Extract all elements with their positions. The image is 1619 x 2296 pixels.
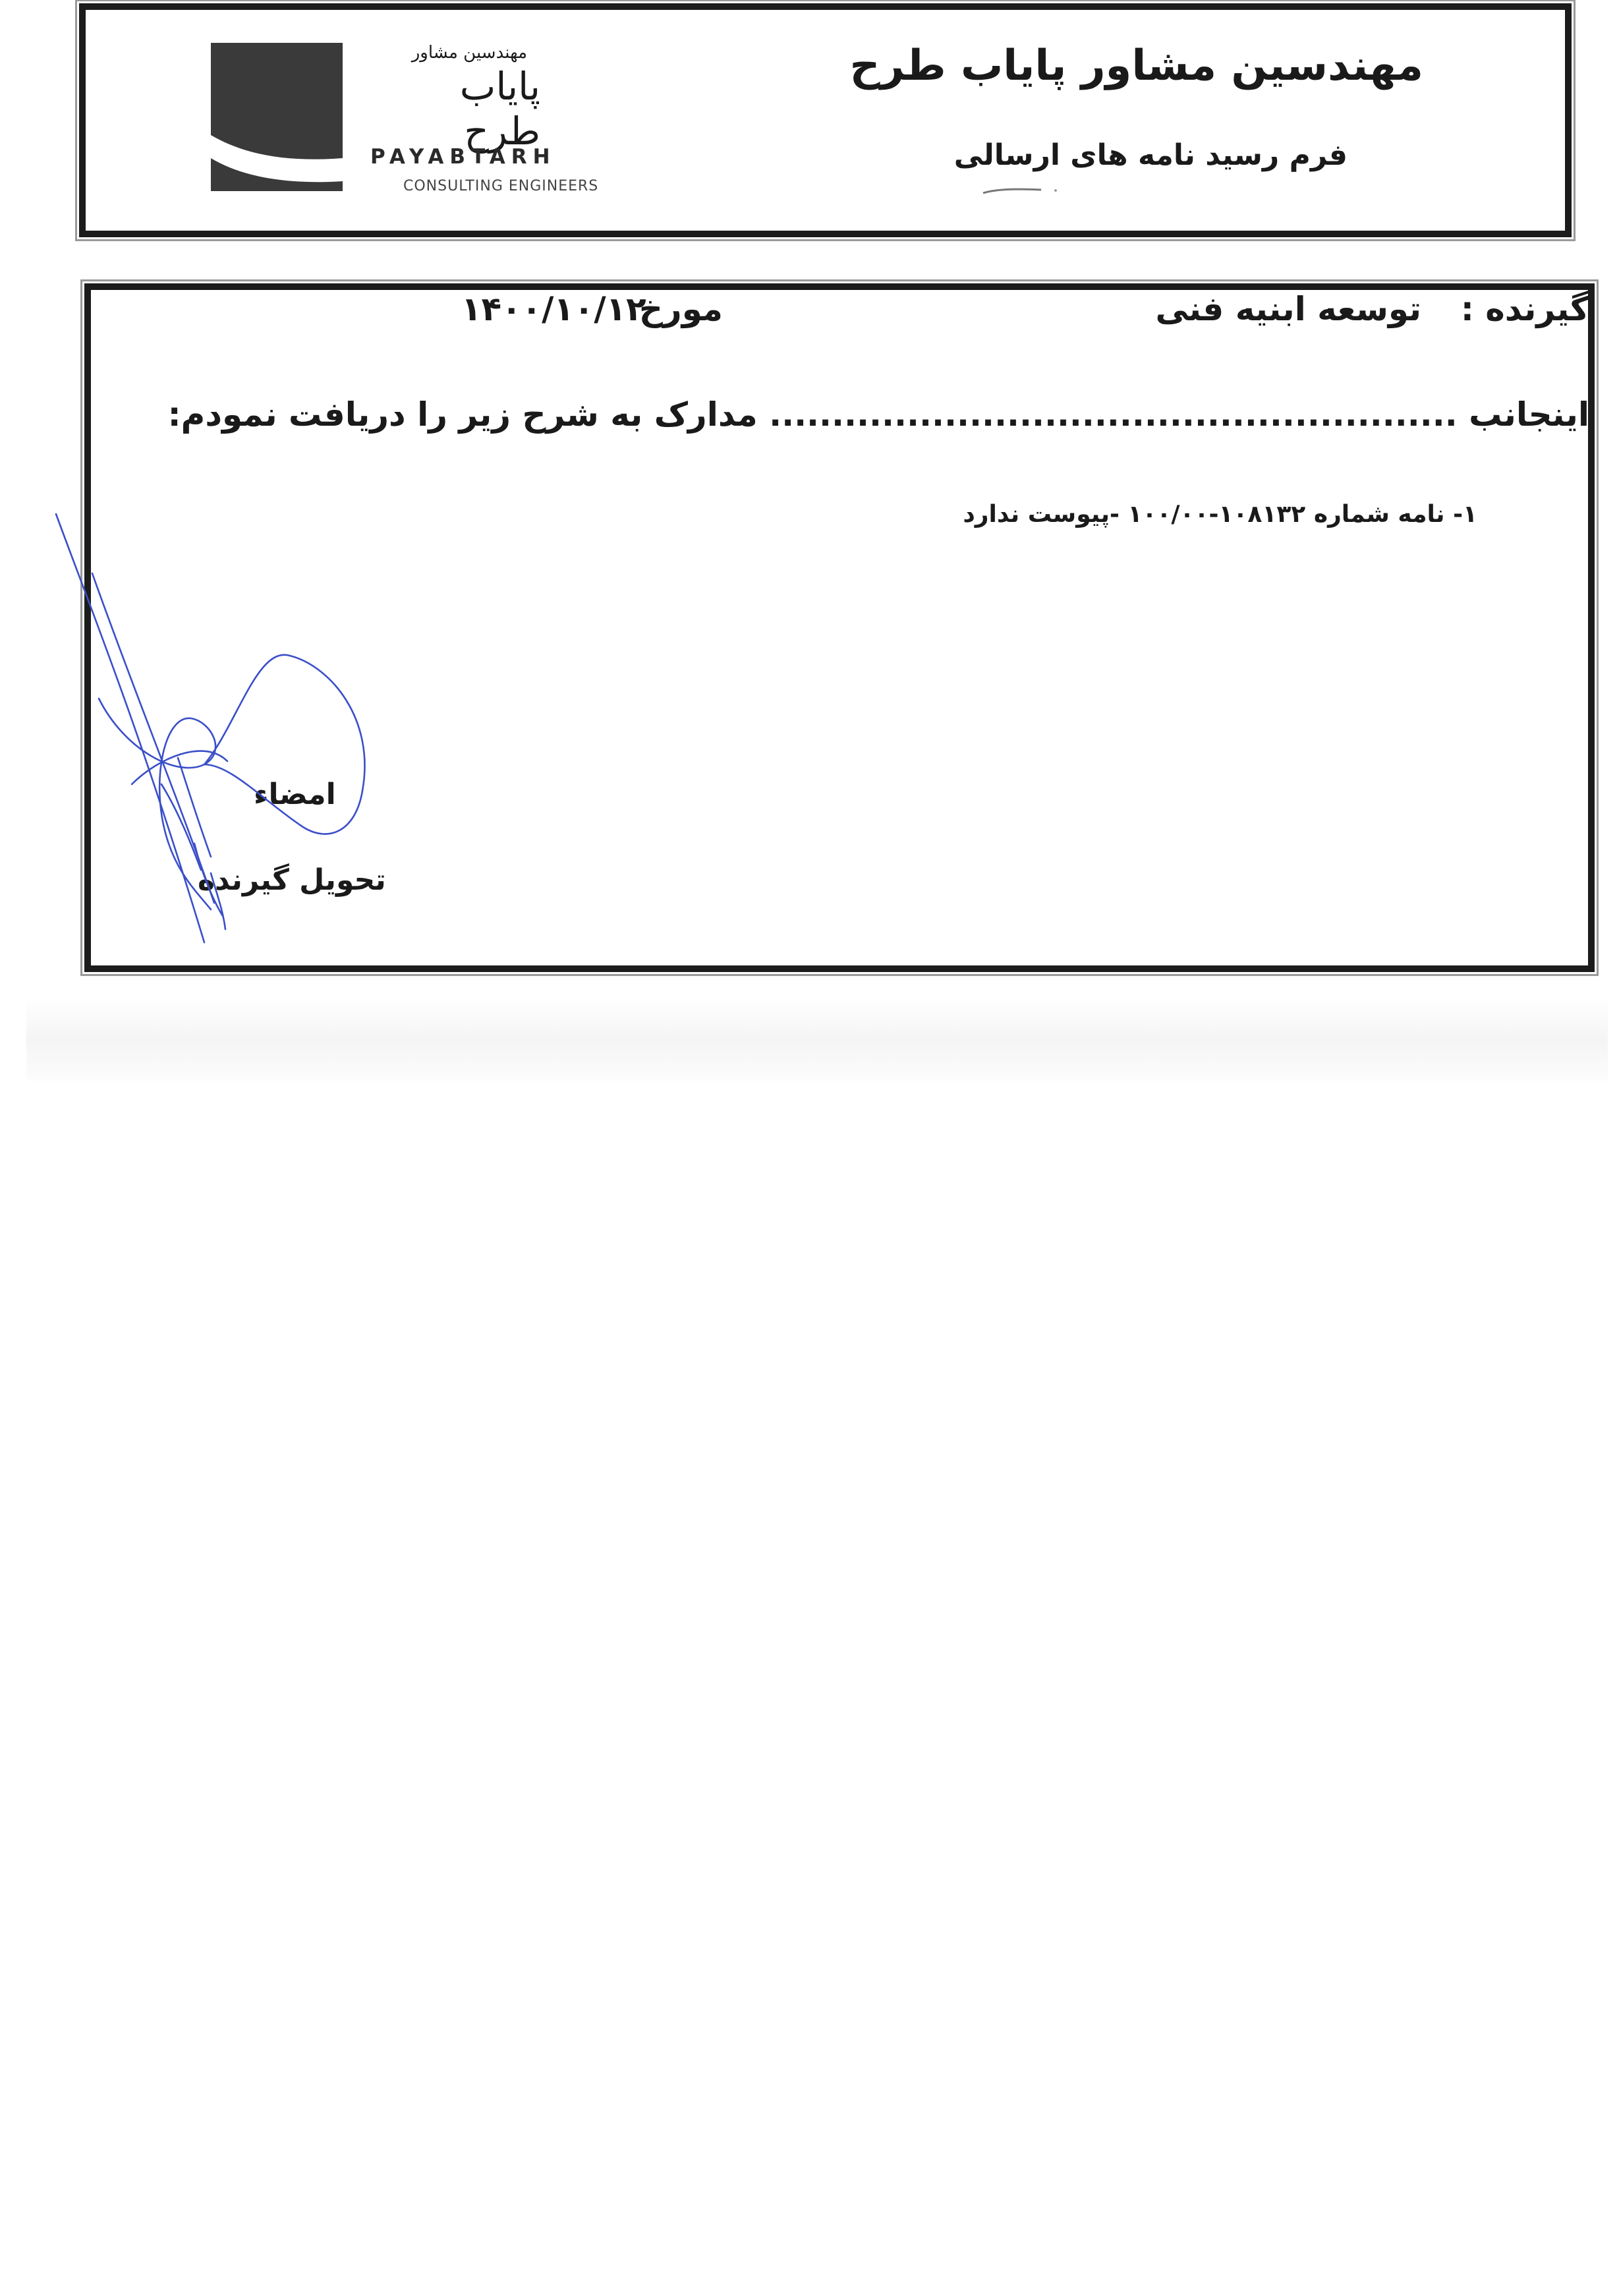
signature-label: امضاء: [254, 778, 336, 811]
recipient-name: توسعه ابنیه فنی: [1155, 290, 1421, 328]
date-value: ۱۴۰۰/۱۰/۱۲: [461, 290, 646, 328]
handwritten-signature: [53, 501, 422, 962]
logo-subtitle-en: CONSULTING ENGINEERS: [403, 178, 599, 194]
date-label: مورخ: [639, 290, 723, 328]
logo-mark: [211, 43, 343, 191]
logo-mark-icon: [211, 43, 343, 191]
logo-name-en: PAYABTARH: [370, 145, 556, 169]
company-title: مهندسین مشاور پایاب طرح: [849, 42, 1423, 90]
form-title: فرم رسید نامه های ارسالی: [953, 138, 1348, 172]
scan-mark: [982, 187, 1061, 196]
list-item: ۱- نامه شماره ۱۰۸۱۳۲-۱۰۰/۰۰ -پیوست ندارد: [963, 501, 1477, 528]
statement-line: اینجانب ....................................................... مدارک به شرح زیر را دریافت نمودم:: [167, 395, 1589, 434]
letterhead-box: [79, 3, 1572, 237]
logo-name-fa: پایاب طرح: [459, 64, 540, 154]
logo-name-fa-small: مهندسین مشاور: [411, 43, 527, 63]
receiver-label: تحویل گیرنده: [198, 863, 386, 897]
scan-artifact: [26, 998, 1608, 1081]
recipient-label: گیرنده :: [1460, 290, 1589, 328]
